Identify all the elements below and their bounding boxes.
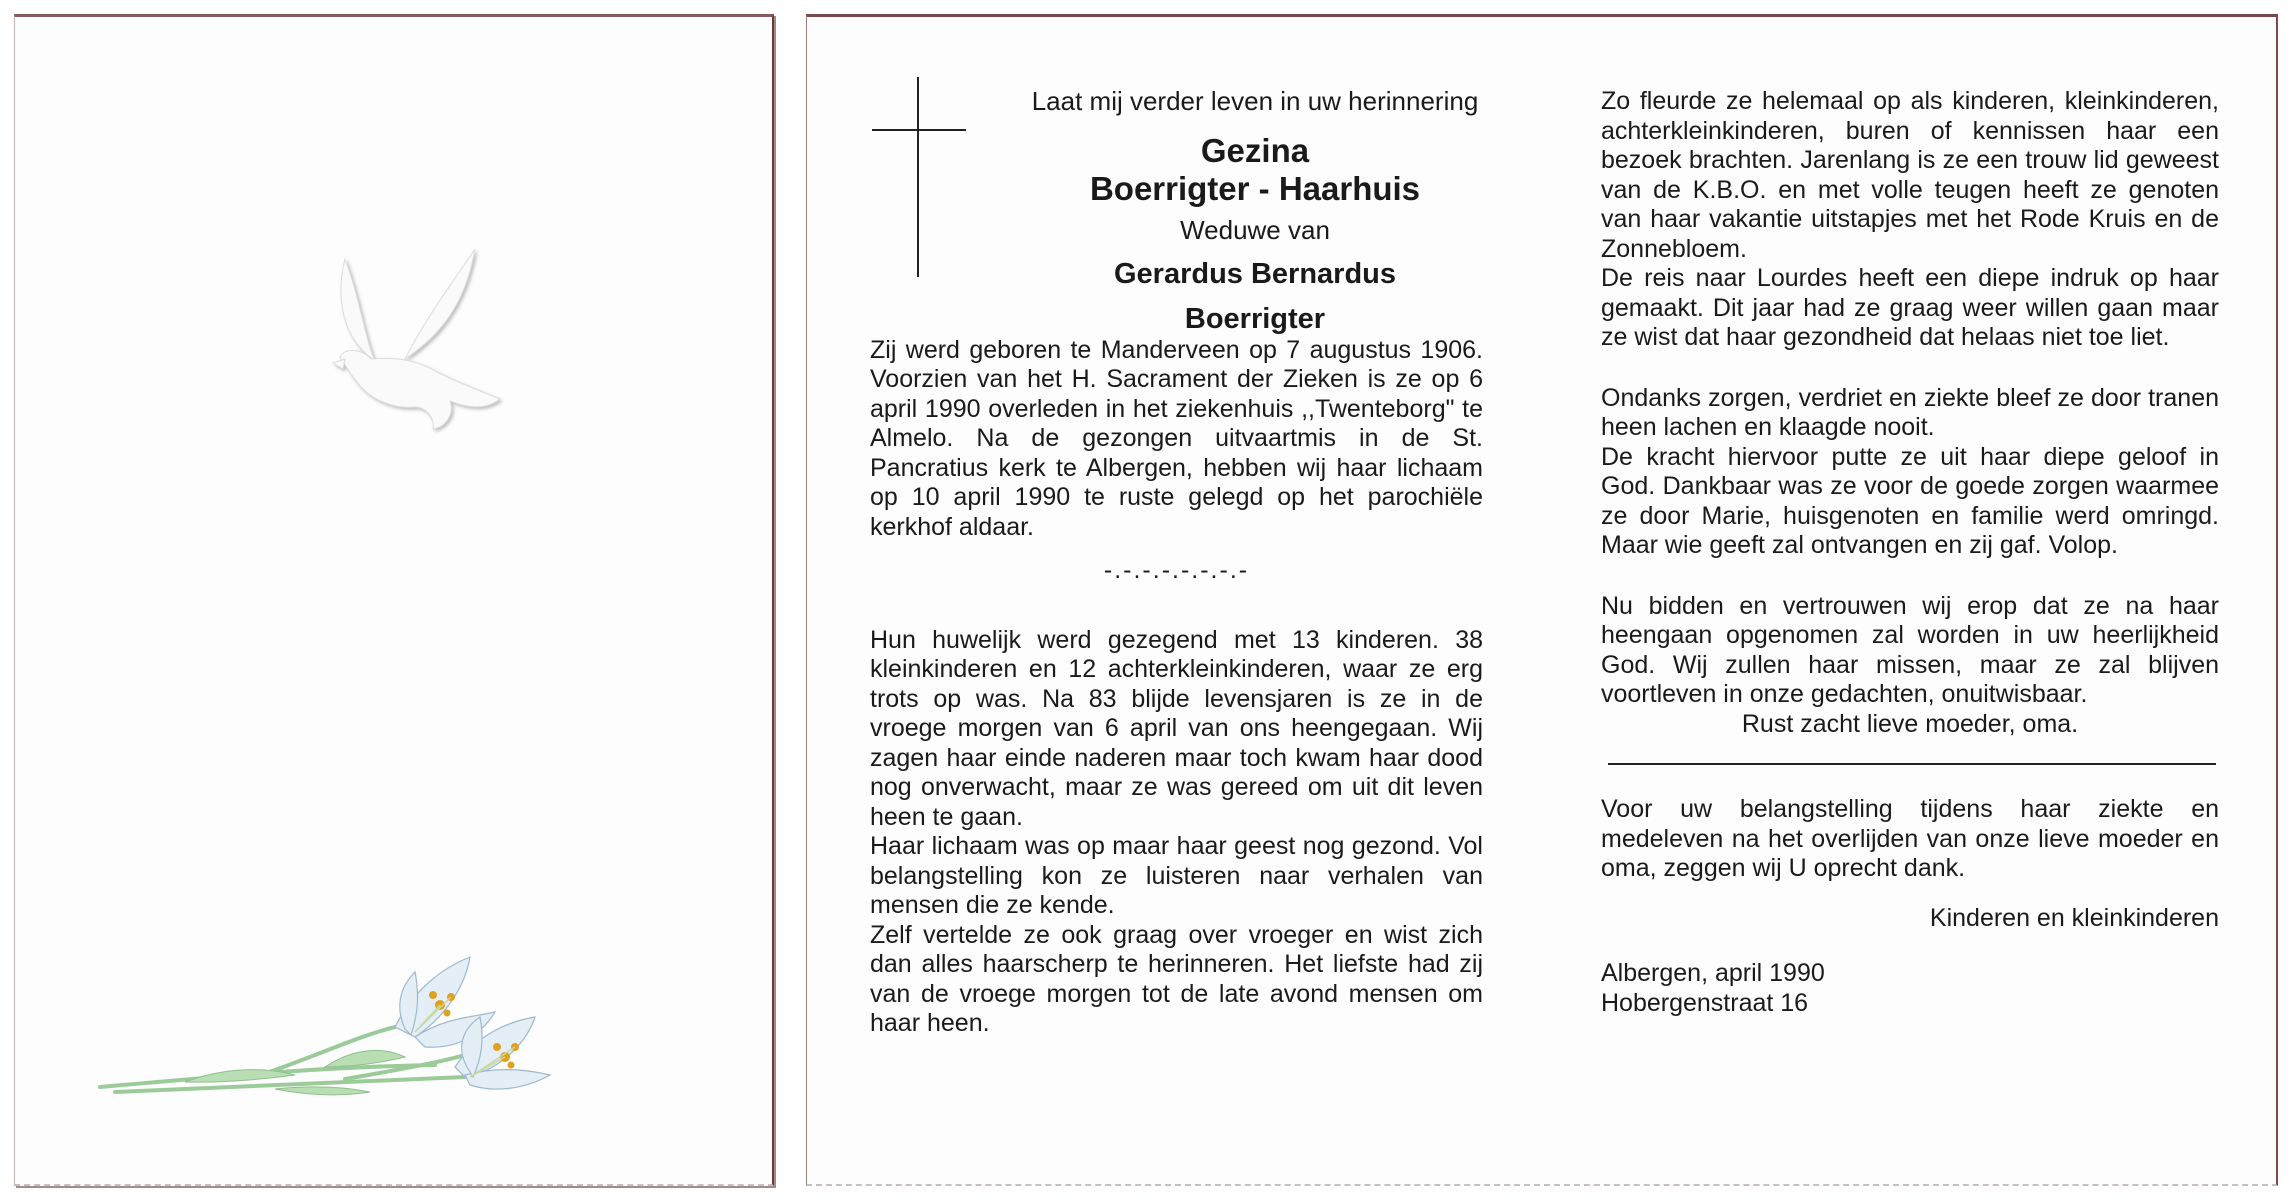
deceased-first-name: Gezina: [1200, 132, 1310, 169]
signature: Kinderen en kleinkinderen: [1929, 903, 2219, 932]
motto: Laat mij verder leven in uw herinnering: [1031, 86, 1479, 116]
lourdes-paragraph: De reis naar Lourdes heeft een diepe indruk op haar gemaakt. Dit jaar had ze graag weer willen gaan maar ze wist dat haar gezondheid dat helaas niet toe liet.: [1601, 264, 2219, 351]
health-paragraph: Haar lichaam was op maar haar geest nog gezond. Vol belangstelling kon ze luisteren naar verhalen van mensen die ze kende.: [870, 832, 1483, 919]
deceased-full-name: Boerrigter - Haarhuis: [1089, 170, 1421, 207]
dove-icon: [305, 239, 525, 449]
husband-name: Gerardus Bernardus: [1113, 257, 1397, 290]
divider: [1608, 763, 2216, 765]
widow-label: Weduwe van: [1180, 215, 1330, 245]
birth-death-paragraph: Zij werd geboren te Manderveen op 7 augustus 1906. Voorzien van het H. Sacrament der Zieken is ze op 6 april 1990 overleden in het ziekenhuis ,,Twenteborg" te Almelo. Na de gezongen uitvaartmis in de St. Pancratius kerk te Albergen, hebben wij haar lichaam op 10 april 1990 te ruste gelegd op het parochiële kerkhof aldaar.: [870, 335, 1483, 541]
heading-block: [1025, 87, 1485, 336]
husband-surname: Boerrigter: [1184, 302, 1326, 335]
left-text-column: [870, 87, 1483, 1039]
thanks-paragraph: Voor uw belangstelling tijdens haar ziekte en medeleven na het overlijden van onze lieve moeder en oma, zeggen wij U oprecht dank.: [1601, 795, 2219, 882]
card-text-panel: [806, 14, 2278, 1186]
sorrow-paragraph: Ondanks zorgen, verdriet en ziekte bleef ze door tranen heen lachen en klaagde nooit.: [1601, 383, 2219, 441]
address: Hobergenstraat 16: [1601, 988, 1809, 1017]
faith-paragraph: De kracht hiervoor putte ze uit haar diepe geloof in God. Dankbaar was ze voor de goede zorgen waarmee ze door Marie, huisgenoten en familie werd omringd. Maar wie geeft zal ontvangen en zij gaf. Volop.: [1601, 442, 2219, 559]
right-text-column: [1601, 87, 2219, 1018]
lily-icon: [95, 917, 715, 1107]
separator: -.-.-.-.-.-.-.-: [1103, 556, 1250, 584]
farewell-line: Rust zacht lieve moeder, oma.: [1741, 709, 2079, 738]
marriage-paragraph: Hun huwelijk werd gezegend met 13 kinderen. 38 kleinkinderen en 12 achterkleinkinderen, waar ze erg trots op was. Na 83 blijde levensjaren is ze in de vroege morgen van 6 april van ons heengegaan. Wij zagen haar einde naderen maar toch kwam haar dood nog onverwacht, maar ze was gereed om uit dit leven heen te gaan.: [870, 625, 1483, 831]
memories-paragraph: Zelf vertelde ze ook graag over vroeger en wist zich dan alles haarscherp te herinneren. Het liefste had zij van de vroege morgen tot de late avond mensen om haar heen.: [870, 920, 1483, 1037]
visits-paragraph: Zo fleurde ze helemaal op als kinderen, kleinkinderen, achterkleinkinderen, buren of kennissen haar een bezoek brachten. Jarenlang is ze een trouw lid geweest van de K.B.O. en met volle teugen heeft ze genoten van haar vakantie uitstapjes met het Rode Kruis en de Zonnebloem.: [1601, 87, 2219, 263]
place-date: Albergen, april 1990: [1601, 959, 1825, 987]
card-front-panel: [14, 14, 774, 1186]
prayer-paragraph: Nu bidden en vertrouwen wij erop dat ze na haar heengaan opgenomen zal worden in uw heerlijkheid God. Wij zullen haar missen, maar ze zal blijven voortleven in onze gedachten, onuitwisbaar.: [1601, 591, 2219, 708]
